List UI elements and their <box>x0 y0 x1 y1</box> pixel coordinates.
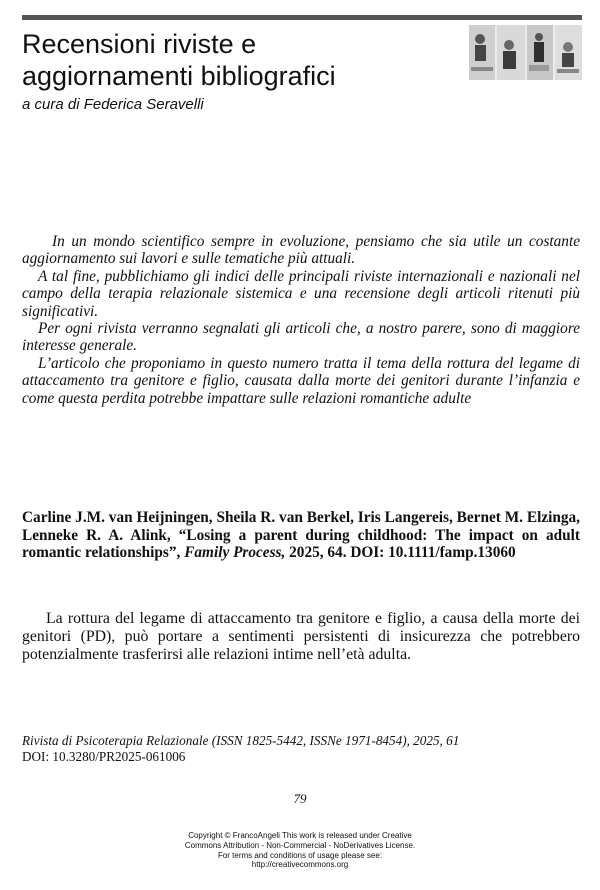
people-photo-strip-icon <box>469 25 582 80</box>
title-line-2: aggiornamenti bibliografici <box>22 61 336 91</box>
reference-authors-title: Carline J.M. van Heijningen, Sheila R. van Berkel, Iris Langereis, Bernet M. Elzinga, Lenneke R. A. Alink, “Losing a parent during childhood: The impact on adult romantic relationships”, <box>22 509 580 562</box>
copyright-line: For terms and conditions of usage please see: <box>217 850 383 860</box>
copyright-notice <box>0 831 600 870</box>
editor-credit: a cura di Federica Seravelli <box>22 96 204 113</box>
copyright-line: Commons Attribution - Non-Commercial - NoDerivatives License. <box>184 840 416 850</box>
reference-details: 2025, 64. DOI: 10.1111/famp.13060 <box>289 544 516 562</box>
intro-paragraph: A tal fine, pubblichiamo gli indici delle principali riviste internazionali e nazionali nel campo della terapia relazionale sistemica e una recensione degli articoli ritenuti più significativi. <box>22 267 580 320</box>
journal-doi: DOI: 10.3280/PR2025-061006 <box>22 749 186 764</box>
copyright-line: http://creativecommons.org <box>251 860 349 870</box>
intro-paragraph: In un mondo scientifico sempre in evoluzione, pensiamo che sia utile un costante aggiornamento sui lavori e sulle tematiche più attuali. <box>22 233 580 268</box>
title-line-1: Recensioni riviste e <box>22 29 257 59</box>
intro-paragraph: Per ogni rivista verranno segnalati gli articoli che, a nostro parere, sono di maggiore interesse generale. <box>22 320 580 355</box>
introduction <box>22 233 580 407</box>
journal-citation: Rivista di Psicoterapia Relazionale (ISSN 1825-5442, ISSNe 1971-8454), 2025, 61 <box>22 733 460 748</box>
copyright-line: Copyright © FrancoAngeli This work is released under Creative <box>188 831 412 840</box>
reference-journal: Family Process, <box>184 544 286 562</box>
article-reference <box>22 509 580 562</box>
page-number: 79 <box>293 791 307 806</box>
intro-paragraph: L’articolo che proponiamo in questo numero tratta il tema della rottura del legame di attaccamento tra genitore e figlio, causata dalla morte dei genitori durante l’infanzia e come questa perdita potrebbe impattare sulle relazioni romantiche adulte <box>22 354 580 407</box>
header-rule <box>22 15 582 20</box>
journal-footer <box>22 733 582 765</box>
section-title <box>22 28 462 92</box>
article-summary: La rottura del legame di attaccamento tra genitore e figlio, a causa della morte dei genitori (PD), può portare a sentimenti persistenti di insicurezza che potrebbero potenzialmente trasferirsi alle relazioni intime nell’età adulta. <box>22 610 580 664</box>
